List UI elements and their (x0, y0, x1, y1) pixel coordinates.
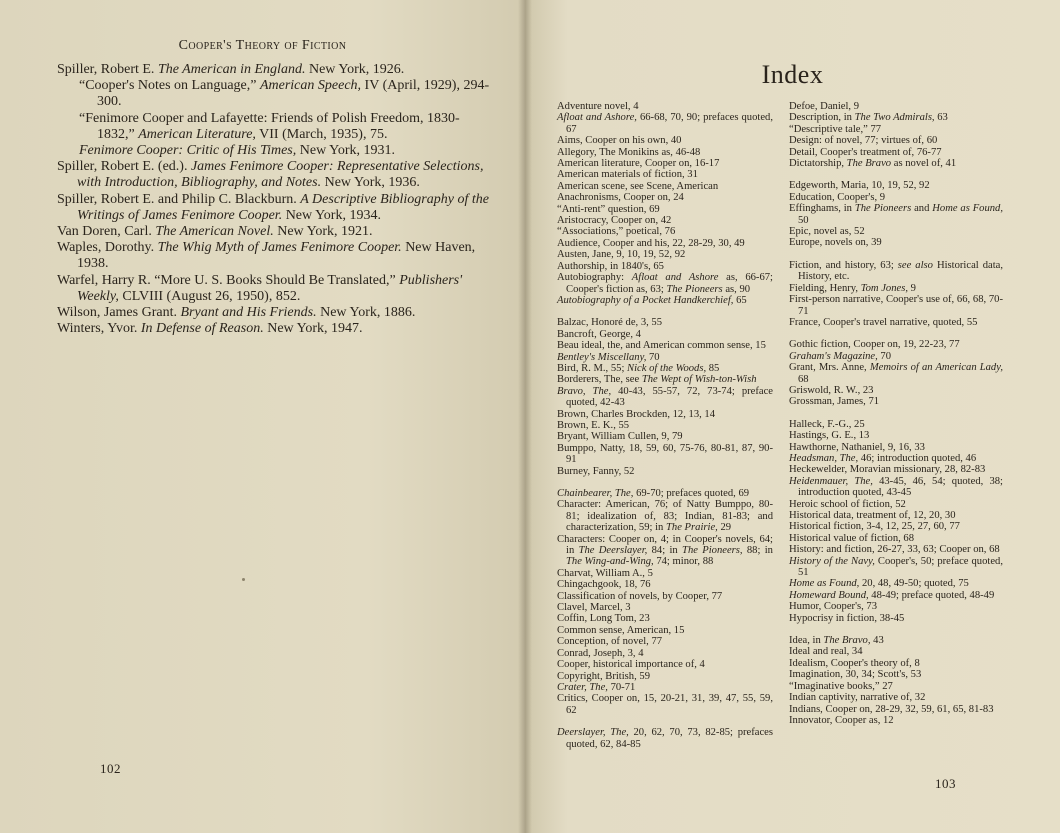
index-entry: Gothic fiction, Cooper on, 19, 22-23, 77 (789, 339, 960, 351)
index-entry: Epic, novel as, 52 (789, 226, 865, 238)
bibliography-entry: Warfel, Harry R. “More U. S. Books Should Be Translated,” Publishers' Weekly, CLVIII (August 26, 1950), 852. (57, 272, 463, 304)
index-entry: Bravo, The, 40-43, 55-57, 72, 73-74; preface quoted, 42-43 (557, 385, 774, 409)
bibliography-entry: Spiller, Robert E. (ed.). James Fenimore Cooper: Representative Selections, with Introduction, Bibliography, and Notes. New York, 1936. (57, 159, 484, 191)
index-entry: Copyright, British, 59 (557, 670, 650, 682)
bibliography-entry: “Cooper's Notes on Language,” American Speech, IV (April, 1929), 294-300. (79, 78, 490, 110)
left-page-number: 102 (100, 761, 121, 776)
index-entry: Home as Found, 20, 48, 49-50; quoted, 75 (789, 578, 969, 590)
index-entry: Charvat, William A., 5 (557, 567, 653, 579)
index-entry: Aristocracy, Cooper on, 42 (557, 215, 672, 227)
index-entry: Chingachgook, 18, 76 (557, 579, 651, 591)
index-entry: Hawthorne, Nathaniel, 9, 16, 33 (789, 441, 925, 453)
index-letter-gap (789, 169, 1003, 180)
index-entry: “Anti-rent” question, 69 (557, 203, 660, 215)
index-entry: Adventure novel, 4 (557, 101, 639, 112)
index-entry: Critics, Cooper on, 15, 20-21, 31, 39, 47, 55, 59, 62 (557, 693, 773, 716)
index-entry: Hastings, G. E., 13 (789, 430, 870, 442)
index-entry: Burney, Fanny, 52 (557, 465, 635, 477)
index-entry: Defoe, Daniel, 9 (789, 101, 860, 112)
index-entry: Historical fiction, 3-4, 12, 25, 27, 60, 77 (789, 521, 960, 533)
right-page-number: 103 (935, 776, 956, 791)
index-letter-gap (557, 477, 773, 488)
index-entry: Ideal and real, 34 (789, 646, 863, 658)
index-letter-gap (557, 716, 773, 727)
index-entry: Heroic school of fiction, 52 (789, 498, 906, 510)
index-entry: Anachronisms, Cooper on, 24 (557, 192, 684, 204)
page-speck (242, 578, 245, 581)
index-entry: Edgeworth, Maria, 10, 19, 52, 92 (789, 180, 930, 192)
index-letter-gap (789, 408, 1003, 419)
index-entry: Aims, Cooper on his own, 40 (557, 135, 682, 147)
index-entry: Idea, in The Bravo, 43 (789, 635, 884, 647)
index-entry: American literature, Cooper on, 16-17 (557, 158, 720, 170)
index-entry: Balzac, Honoré de, 3, 55 (557, 317, 663, 329)
index-entry: Headsman, The, 46; introduction quoted, 46 (789, 452, 977, 464)
bibliography-entry: Waples, Dorothy. The Whig Myth of James Fenimore Cooper. New Haven, 1938. (57, 240, 476, 272)
index-title: Index (761, 60, 824, 89)
index-entry: Indians, Cooper on, 28-29, 32, 59, 61, 65, 81-83 (789, 703, 994, 715)
bibliography-entry: “Fenimore Cooper and Lafayette: Friends of Polish Freedom, 1830-1832,” American Literature, VII (March, 1935), 75. (79, 110, 460, 142)
index-entry: Chainbearer, The, 69-70; prefaces quoted, 69 (557, 488, 750, 499)
index-column-right (789, 101, 1003, 726)
index-entry: American scene, see Scene, American (557, 180, 719, 192)
index-entry: Homeward Bound, 48-49; preface quoted, 48-49 (789, 589, 995, 601)
index-letter-gap (789, 624, 1003, 635)
index-entry: Bird, R. M., 55; Nick of the Woods, 85 (557, 362, 720, 374)
index-column-left (557, 101, 773, 750)
index-entry: Indian captivity, narrative of, 32 (789, 692, 926, 704)
index-entry: Authorship, in 1840's, 65 (557, 260, 664, 272)
index-entry: Brown, Charles Brockden, 12, 13, 14 (557, 408, 716, 420)
index-entry: Effinghams, in The Pioneers and Home as Found, 50 (789, 203, 1004, 226)
index-entry: Borderers, The, see The Wept of Wish-ton-Wish (557, 374, 757, 386)
index-entry: Design: of novel, 77; virtues of, 60 (789, 135, 938, 147)
index-letter-gap (789, 249, 1003, 260)
bibliography-entry: Spiller, Robert E. and Philip C. Blackburn. A Descriptive Bibliography of the Writings of James Fenimore Cooper. New York, 1934. (57, 191, 489, 223)
index-entry: Innovator, Cooper as, 12 (789, 714, 894, 726)
index-entry: Historical value of fiction, 68 (789, 532, 915, 544)
index-entry: Afloat and Ashore, 66-68, 70, 90; prefaces quoted, 67 (557, 112, 773, 135)
index-entry: Bumppo, Natty, 18, 59, 60, 75-76, 80-81, 87, 90-91 (557, 442, 773, 466)
index-entry: Character: American, 76; of Natty Bumppo, 80-81; idealization of, 83; Indian, 81-83; and characterization, 59; in The Prairie, 29 (557, 499, 773, 534)
index-entry: Conrad, Joseph, 3, 4 (557, 647, 644, 659)
index-entry: Common sense, American, 15 (557, 624, 685, 636)
index-entry: Dictatorship, The Bravo as novel of, 41 (789, 158, 957, 170)
index-entry: Bryant, William Cullen, 9, 79 (557, 431, 683, 443)
index-entry: Fielding, Henry, Tom Jones, 9 (789, 282, 916, 294)
index-entry: Characters: Cooper on, 4; in Cooper's novels, 64; in The Deerslayer, 84; in The Pioneers, 88; in The Wing-and-Wing, 74; minor, 88 (557, 533, 773, 568)
index-letter-gap (557, 306, 773, 317)
index-entry: Bentley's Miscellany, 70 (557, 351, 660, 363)
index-entry: Historical data, treatment of, 12, 20, 30 (789, 510, 956, 521)
index-entry: Conception, of novel, 77 (557, 636, 663, 648)
index-entry: Audience, Cooper and his, 22, 28-29, 30, 49 (557, 237, 745, 249)
index-entry: Heidenmauer, The, 43-45, 46, 54; quoted, 38; introduction quoted, 43-45 (789, 475, 1003, 499)
index-entry: Cooper, historical importance of, 4 (557, 659, 705, 671)
index-entry: Graham's Magazine, 70 (789, 350, 892, 362)
index-letter-gap (789, 328, 1003, 339)
index-entry: Coffin, Long Tom, 23 (557, 613, 650, 625)
index-entry: History: and fiction, 26-27, 33, 63; Cooper on, 68 (789, 544, 1000, 556)
index-entry: Autobiography of a Pocket Handkerchief, 65 (557, 294, 747, 306)
index-entry: Beau ideal, the, and American common sense, 15 (557, 340, 766, 352)
index-entry: Grossman, James, 71 (789, 396, 880, 408)
index-entry: Education, Cooper's, 9 (789, 191, 886, 203)
index-entry: Crater, The, 70-71 (557, 681, 636, 693)
index-entry: “Associations,” poetical, 76 (557, 226, 676, 238)
index-entry: First-person narrative, Cooper's use of, 66, 68, 70-71 (789, 294, 1003, 317)
bibliography-entry: Spiller, Robert E. The American in England. New York, 1926. (57, 62, 405, 77)
bibliography-entry: Fenimore Cooper: Critic of His Times, New York, 1931. (79, 143, 396, 159)
index-entry: Detail, Cooper's treatment of, 76-77 (789, 146, 942, 158)
running-head: Cooper's Theory of Fiction (178, 38, 347, 53)
index-entry: Halleck, F.-G., 25 (789, 418, 865, 430)
index-entry: Grant, Mrs. Anne, Memoirs of an American Lady, 68 (789, 362, 1003, 385)
index-entry: Humor, Cooper's, 73 (789, 601, 877, 613)
index-entry: Allegory, The Monikins as, 46-48 (557, 146, 701, 158)
index-entry: Hypocrisy in fiction, 38-45 (789, 612, 905, 624)
index-entry: Austen, Jane, 9, 10, 19, 52, 92 (557, 249, 686, 261)
index-entry: Clavel, Marcel, 3 (557, 602, 631, 614)
index-entry: Heckewelder, Moravian missionary, 28, 82-83 (789, 464, 986, 476)
index-entry: Deerslayer, The, 20, 62, 70, 73, 82-85; prefaces quoted, 62, 84-85 (557, 727, 773, 750)
index-entry: Description, in The Two Admirals, 63 (789, 112, 948, 124)
index-entry: Fiction, and history, 63; see also Historical data, History, etc. (789, 259, 1003, 283)
index-entry: “Imaginative books,” 27 (789, 680, 893, 692)
index-entry: Autobiography: Afloat and Ashore as, 66-67; Cooper's fiction as, 63; The Pioneers as, 90 (557, 272, 773, 295)
index-entry: Classification of novels, by Cooper, 77 (557, 590, 723, 602)
bibliography-entry: Winters, Yvor. In Defense of Reason. New York, 1947. (57, 321, 363, 337)
bibliography-entry: Wilson, James Grant. Bryant and His Friends. New York, 1886. (57, 305, 416, 321)
index-entry: History of the Navy, Cooper's, 50; preface quoted, 51 (789, 555, 1003, 579)
index-entry: Idealism, Cooper's theory of, 8 (789, 657, 920, 669)
index-entry: Imagination, 30, 34; Scott's, 53 (789, 669, 922, 681)
bibliography-list (57, 62, 497, 337)
index-entry: American materials of fiction, 31 (557, 169, 698, 181)
index-entry: Griswold, R. W., 23 (789, 384, 874, 396)
index-entry: “Descriptive tale,” 77 (789, 123, 882, 135)
index-entry: France, Cooper's travel narrative, quoted, 55 (789, 316, 978, 328)
index-entry: Bancroft, George, 4 (557, 328, 641, 340)
bibliography-entry: Van Doren, Carl. The American Novel. New York, 1921. (57, 224, 373, 240)
index-entry: Europe, novels on, 39 (789, 237, 882, 249)
book-gutter (518, 0, 532, 833)
index-entry: Brown, E. K., 55 (557, 419, 630, 431)
